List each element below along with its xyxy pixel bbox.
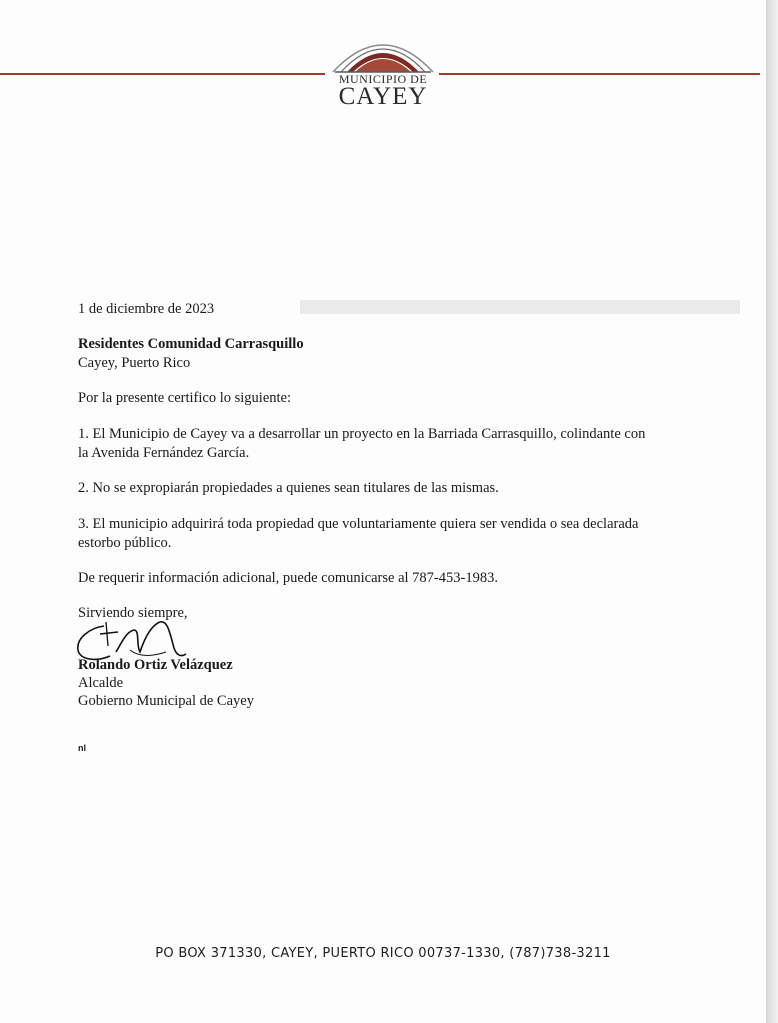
closing: Sirviendo siempre, xyxy=(78,605,188,621)
logo-arch-icon xyxy=(327,22,439,74)
item-3-line-2: estorbo público. xyxy=(78,535,172,551)
recipient-name: Residentes Comunidad Carrasquillo xyxy=(78,336,304,352)
logo-line-municipio: MUNICIPIO DE xyxy=(338,72,428,86)
logo-line-cayey: CAYEY xyxy=(338,83,428,110)
item-1-line-1: 1. El Municipio de Cayey va a desarrollar un proyecto en la Barriada Carrasquillo, colindante con xyxy=(78,426,646,442)
signer-name: Rolando Ortiz Velázquez xyxy=(78,657,233,673)
header-rule-right xyxy=(439,73,760,75)
header-rule-left xyxy=(0,73,325,75)
municipality-logo xyxy=(327,22,439,114)
footer-address: PO BOX 371330, CAYEY, PUERTO RICO 00737-1330, (787)738-3211 xyxy=(155,946,611,961)
page-edge-shadow xyxy=(766,0,778,1023)
scan-shadow xyxy=(300,300,740,314)
typist-initials: nl xyxy=(78,743,86,753)
item-3-line-1: 3. El municipio adquirirá toda propiedad que voluntariamente quiera ser vendida o sea declarada xyxy=(78,516,639,532)
contact-line: De requerir información adicional, puede comunicarse al 787-453-1983. xyxy=(78,570,498,586)
signer-title: Alcalde xyxy=(78,675,124,691)
signer-organization: Gobierno Municipal de Cayey xyxy=(78,693,254,709)
letter-date: 1 de diciembre de 2023 xyxy=(78,301,215,317)
letter-intro: Por la presente certifico lo siguiente: xyxy=(78,390,291,406)
item-1-line-2: la Avenida Fernández García. xyxy=(78,445,250,461)
item-2: 2. No se expropiarán propiedades a quienes sean titulares de las mismas. xyxy=(78,480,499,496)
recipient-location: Cayey, Puerto Rico xyxy=(78,355,191,371)
